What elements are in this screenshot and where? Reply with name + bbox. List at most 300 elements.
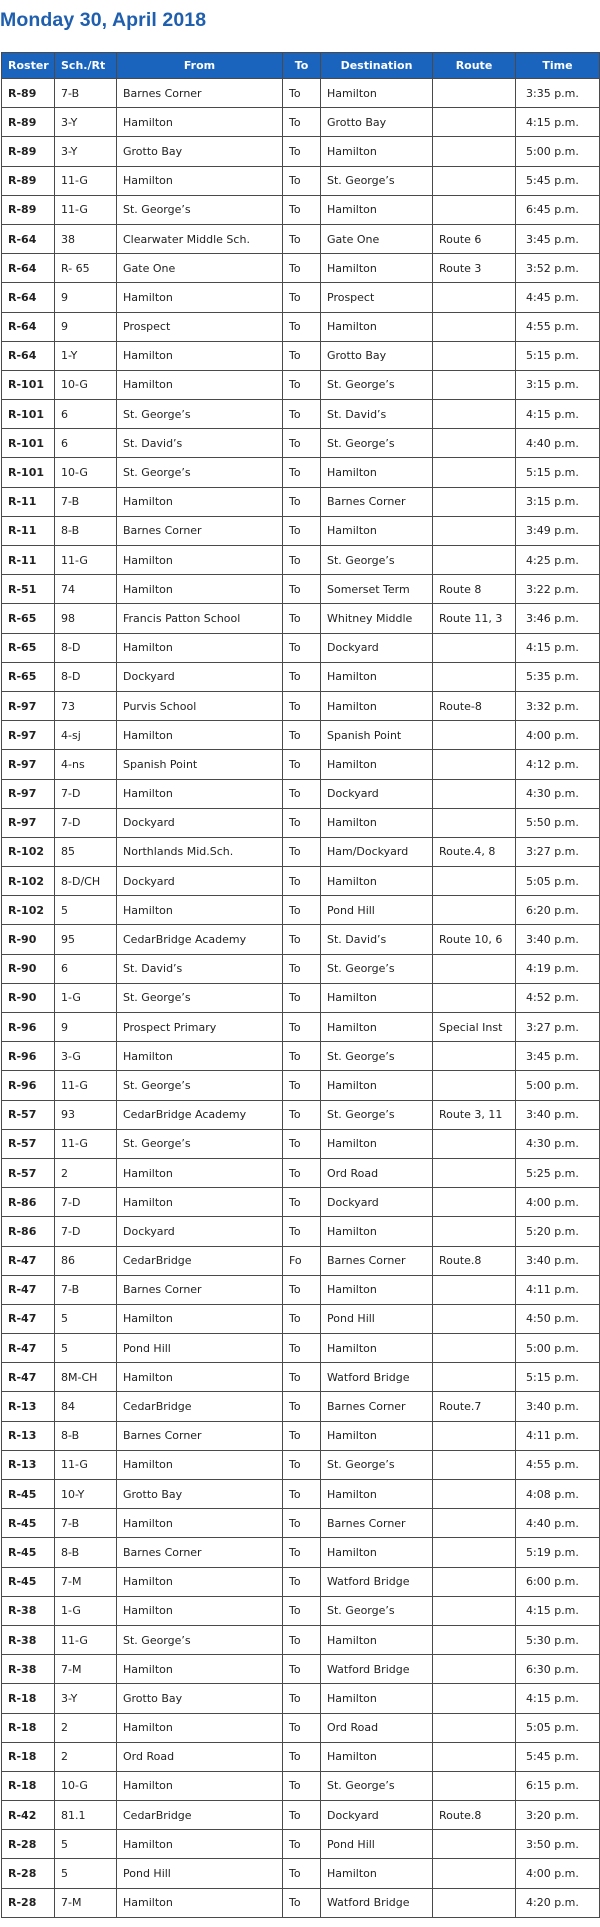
from-cell: Barnes Corner	[117, 1421, 283, 1450]
destination-cell: Somerset Term	[321, 575, 433, 604]
to-cell: To	[283, 312, 321, 341]
to-cell: To	[283, 1304, 321, 1333]
destination-cell: Hamilton	[321, 1859, 433, 1888]
destination-cell: St. David’s	[321, 925, 433, 954]
table-row	[2, 1567, 600, 1596]
destination-cell: Hamilton	[321, 691, 433, 720]
header-time: Time	[516, 53, 600, 79]
time-cell: 4:45 p.m.	[516, 283, 600, 312]
destination-cell: Hamilton	[321, 1625, 433, 1654]
roster-cell: R-102	[2, 896, 55, 925]
table-row	[2, 750, 600, 779]
roster-cell: R-18	[2, 1713, 55, 1742]
to-cell: To	[283, 691, 321, 720]
destination-cell: Ord Road	[321, 1713, 433, 1742]
table-row	[2, 1771, 600, 1800]
destination-cell: Hamilton	[321, 1742, 433, 1771]
route-cell	[433, 1538, 516, 1567]
to-cell: To	[283, 1275, 321, 1304]
to-cell: To	[283, 983, 321, 1012]
table-row	[2, 166, 600, 195]
table-header	[2, 53, 600, 79]
table-row	[2, 1188, 600, 1217]
route-cell	[433, 983, 516, 1012]
route-cell	[433, 1071, 516, 1100]
sch-rt-cell: 7-M	[55, 1567, 117, 1596]
destination-cell: Watford Bridge	[321, 1567, 433, 1596]
from-cell: Prospect	[117, 312, 283, 341]
table-row	[2, 1655, 600, 1684]
to-cell: To	[283, 721, 321, 750]
table-row	[2, 1713, 600, 1742]
route-cell	[433, 546, 516, 575]
to-cell: To	[283, 1363, 321, 1392]
route-cell	[433, 1625, 516, 1654]
table-row	[2, 1538, 600, 1567]
from-cell: St. George’s	[117, 983, 283, 1012]
route-cell: Route 3	[433, 254, 516, 283]
time-cell: 4:15 p.m.	[516, 400, 600, 429]
to-cell: To	[283, 1684, 321, 1713]
to-cell: To	[283, 1042, 321, 1071]
route-cell: Route.7	[433, 1392, 516, 1421]
to-cell: To	[283, 779, 321, 808]
destination-cell: St. George’s	[321, 1450, 433, 1479]
time-cell: 5:50 p.m.	[516, 808, 600, 837]
sch-rt-cell: 7-D	[55, 1217, 117, 1246]
time-cell: 3:40 p.m.	[516, 925, 600, 954]
route-cell: Route.8	[433, 1246, 516, 1275]
route-cell	[433, 1450, 516, 1479]
sch-rt-cell: 7-M	[55, 1655, 117, 1684]
route-cell	[433, 1334, 516, 1363]
table-row	[2, 633, 600, 662]
route-cell	[433, 1275, 516, 1304]
table-row	[2, 1509, 600, 1538]
from-cell: Hamilton	[117, 1158, 283, 1187]
to-cell: To	[283, 1217, 321, 1246]
roster-cell: R-47	[2, 1334, 55, 1363]
from-cell: Dockyard	[117, 808, 283, 837]
sch-rt-cell: 74	[55, 575, 117, 604]
sch-rt-cell: 2	[55, 1742, 117, 1771]
header-destination: Destination	[321, 53, 433, 79]
from-cell: Dockyard	[117, 1217, 283, 1246]
to-cell: Fo	[283, 1246, 321, 1275]
to-cell: To	[283, 1450, 321, 1479]
route-cell	[433, 1188, 516, 1217]
table-row	[2, 604, 600, 633]
roster-cell: R-13	[2, 1450, 55, 1479]
destination-cell: Hamilton	[321, 1275, 433, 1304]
roster-cell: R-38	[2, 1596, 55, 1625]
time-cell: 5:45 p.m.	[516, 166, 600, 195]
from-cell: Prospect Primary	[117, 1013, 283, 1042]
time-cell: 4:12 p.m.	[516, 750, 600, 779]
sch-rt-cell: 81.1	[55, 1801, 117, 1830]
time-cell: 4:00 p.m.	[516, 1188, 600, 1217]
route-cell	[433, 516, 516, 545]
sch-rt-cell: 3-Y	[55, 1684, 117, 1713]
route-cell	[433, 1859, 516, 1888]
table-row	[2, 341, 600, 370]
table-row	[2, 283, 600, 312]
to-cell: To	[283, 1655, 321, 1684]
roster-cell: R-45	[2, 1480, 55, 1509]
table-row	[2, 370, 600, 399]
table-row	[2, 867, 600, 896]
destination-cell: St. George’s	[321, 1596, 433, 1625]
table-row	[2, 1596, 600, 1625]
time-cell: 5:35 p.m.	[516, 662, 600, 691]
route-cell	[433, 429, 516, 458]
destination-cell: St. George’s	[321, 954, 433, 983]
route-cell: Route.8	[433, 1801, 516, 1830]
time-cell: 6:45 p.m.	[516, 195, 600, 224]
destination-cell: Barnes Corner	[321, 487, 433, 516]
from-cell: CedarBridge Academy	[117, 925, 283, 954]
roster-cell: R-57	[2, 1100, 55, 1129]
to-cell: To	[283, 458, 321, 487]
sch-rt-cell: 7-B	[55, 1275, 117, 1304]
to-cell: To	[283, 1421, 321, 1450]
destination-cell: Watford Bridge	[321, 1363, 433, 1392]
route-cell	[433, 779, 516, 808]
roster-cell: R-101	[2, 370, 55, 399]
route-cell	[433, 487, 516, 516]
table-row	[2, 1363, 600, 1392]
to-cell: To	[283, 633, 321, 662]
sch-rt-cell: 5	[55, 896, 117, 925]
from-cell: Pond Hill	[117, 1859, 283, 1888]
table-row	[2, 429, 600, 458]
from-cell: Hamilton	[117, 1713, 283, 1742]
table-row	[2, 1625, 600, 1654]
roster-cell: R-89	[2, 108, 55, 137]
from-cell: St. George’s	[117, 1129, 283, 1158]
time-cell: 4:19 p.m.	[516, 954, 600, 983]
header-from: From	[117, 53, 283, 79]
to-cell: To	[283, 546, 321, 575]
sch-rt-cell: 3-Y	[55, 108, 117, 137]
destination-cell: Pond Hill	[321, 1830, 433, 1859]
route-cell: Route 10, 6	[433, 925, 516, 954]
table-row	[2, 1100, 600, 1129]
roster-cell: R-51	[2, 575, 55, 604]
from-cell: Hamilton	[117, 1188, 283, 1217]
destination-cell: St. George’s	[321, 166, 433, 195]
destination-cell: Prospect	[321, 283, 433, 312]
destination-cell: St. George’s	[321, 429, 433, 458]
table-row	[2, 516, 600, 545]
route-cell: Route 6	[433, 224, 516, 253]
roster-cell: R-65	[2, 662, 55, 691]
destination-cell: Hamilton	[321, 312, 433, 341]
table-row	[2, 487, 600, 516]
from-cell: Clearwater Middle Sch.	[117, 224, 283, 253]
sch-rt-cell: R- 65	[55, 254, 117, 283]
to-cell: To	[283, 896, 321, 925]
destination-cell: Hamilton	[321, 1013, 433, 1042]
to-cell: To	[283, 662, 321, 691]
time-cell: 3:52 p.m.	[516, 254, 600, 283]
from-cell: Hamilton	[117, 1655, 283, 1684]
roster-cell: R-97	[2, 779, 55, 808]
sch-rt-cell: 5	[55, 1304, 117, 1333]
time-cell: 4:20 p.m.	[516, 1888, 600, 1917]
roster-cell: R-47	[2, 1304, 55, 1333]
roster-cell: R-13	[2, 1392, 55, 1421]
destination-cell: Hamilton	[321, 867, 433, 896]
from-cell: St. George’s	[117, 1071, 283, 1100]
to-cell: To	[283, 867, 321, 896]
sch-rt-cell: 11-G	[55, 1071, 117, 1100]
time-cell: 3:46 p.m.	[516, 604, 600, 633]
table-row	[2, 1042, 600, 1071]
roster-cell: R-65	[2, 633, 55, 662]
time-cell: 3:15 p.m.	[516, 487, 600, 516]
page-title: Monday 30, April 2018	[0, 9, 207, 31]
destination-cell: Hamilton	[321, 662, 433, 691]
time-cell: 4:15 p.m.	[516, 108, 600, 137]
destination-cell: Hamilton	[321, 1071, 433, 1100]
to-cell: To	[283, 516, 321, 545]
route-cell	[433, 1304, 516, 1333]
roster-cell: R-101	[2, 400, 55, 429]
table-row	[2, 1684, 600, 1713]
to-cell: To	[283, 1071, 321, 1100]
table-row	[2, 108, 600, 137]
from-cell: Purvis School	[117, 691, 283, 720]
roster-cell: R-101	[2, 458, 55, 487]
time-cell: 6:30 p.m.	[516, 1655, 600, 1684]
to-cell: To	[283, 224, 321, 253]
route-cell: Special Inst	[433, 1013, 516, 1042]
destination-cell: Hamilton	[321, 79, 433, 108]
sch-rt-cell: 6	[55, 400, 117, 429]
route-cell	[433, 283, 516, 312]
route-cell	[433, 79, 516, 108]
route-cell: Route-8	[433, 691, 516, 720]
table-row	[2, 1334, 600, 1363]
from-cell: Barnes Corner	[117, 79, 283, 108]
time-cell: 5:00 p.m.	[516, 1334, 600, 1363]
to-cell: To	[283, 1334, 321, 1363]
time-cell: 4:40 p.m.	[516, 429, 600, 458]
roster-cell: R-28	[2, 1859, 55, 1888]
sch-rt-cell: 11-G	[55, 1129, 117, 1158]
from-cell: Grotto Bay	[117, 137, 283, 166]
route-cell	[433, 370, 516, 399]
route-cell	[433, 1129, 516, 1158]
time-cell: 4:55 p.m.	[516, 1450, 600, 1479]
from-cell: St. George’s	[117, 1625, 283, 1654]
header-roster: Roster	[2, 53, 55, 79]
destination-cell: St. George’s	[321, 1100, 433, 1129]
to-cell: To	[283, 370, 321, 399]
route-cell	[433, 1742, 516, 1771]
sch-rt-cell: 5	[55, 1830, 117, 1859]
destination-cell: St. George’s	[321, 546, 433, 575]
destination-cell: Spanish Point	[321, 721, 433, 750]
roster-cell: R-18	[2, 1742, 55, 1771]
destination-cell: Hamilton	[321, 750, 433, 779]
sch-rt-cell: 8-D	[55, 633, 117, 662]
sch-rt-cell: 3-G	[55, 1042, 117, 1071]
sch-rt-cell: 7-D	[55, 1188, 117, 1217]
to-cell: To	[283, 137, 321, 166]
time-cell: 3:40 p.m.	[516, 1246, 600, 1275]
roster-cell: R-96	[2, 1042, 55, 1071]
time-cell: 4:11 p.m.	[516, 1275, 600, 1304]
to-cell: To	[283, 400, 321, 429]
route-cell	[433, 1596, 516, 1625]
route-cell	[433, 721, 516, 750]
sch-rt-cell: 9	[55, 283, 117, 312]
time-cell: 5:05 p.m.	[516, 867, 600, 896]
to-cell: To	[283, 283, 321, 312]
to-cell: To	[283, 1888, 321, 1917]
destination-cell: Hamilton	[321, 137, 433, 166]
time-cell: 5:05 p.m.	[516, 1713, 600, 1742]
to-cell: To	[283, 487, 321, 516]
destination-cell: Hamilton	[321, 195, 433, 224]
sch-rt-cell: 11-G	[55, 546, 117, 575]
table-row	[2, 254, 600, 283]
to-cell: To	[283, 954, 321, 983]
roster-cell: R-102	[2, 837, 55, 866]
table-row	[2, 1742, 600, 1771]
sch-rt-cell: 5	[55, 1334, 117, 1363]
from-cell: Pond Hill	[117, 1334, 283, 1363]
roster-cell: R-11	[2, 546, 55, 575]
destination-cell: Hamilton	[321, 1538, 433, 1567]
destination-cell: Ham/Dockyard	[321, 837, 433, 866]
from-cell: Hamilton	[117, 108, 283, 137]
from-cell: Hamilton	[117, 487, 283, 516]
table-row	[2, 224, 600, 253]
time-cell: 5:30 p.m.	[516, 1625, 600, 1654]
time-cell: 5:15 p.m.	[516, 458, 600, 487]
roster-cell: R-97	[2, 721, 55, 750]
roster-cell: R-102	[2, 867, 55, 896]
roster-cell: R-57	[2, 1158, 55, 1187]
table-row	[2, 195, 600, 224]
time-cell: 4:40 p.m.	[516, 1509, 600, 1538]
time-cell: 4:30 p.m.	[516, 1129, 600, 1158]
to-cell: To	[283, 1509, 321, 1538]
sch-rt-cell: 7-B	[55, 487, 117, 516]
from-cell: Hamilton	[117, 1888, 283, 1917]
from-cell: St. George’s	[117, 458, 283, 487]
from-cell: Spanish Point	[117, 750, 283, 779]
to-cell: To	[283, 166, 321, 195]
sch-rt-cell: 98	[55, 604, 117, 633]
time-cell: 3:49 p.m.	[516, 516, 600, 545]
to-cell: To	[283, 1158, 321, 1187]
destination-cell: Dockyard	[321, 779, 433, 808]
from-cell: Grotto Bay	[117, 1480, 283, 1509]
destination-cell: Hamilton	[321, 1480, 433, 1509]
destination-cell: Pond Hill	[321, 896, 433, 925]
destination-cell: Gate One	[321, 224, 433, 253]
table-row	[2, 1801, 600, 1830]
sch-rt-cell: 7-B	[55, 1509, 117, 1538]
time-cell: 5:19 p.m.	[516, 1538, 600, 1567]
sch-rt-cell: 84	[55, 1392, 117, 1421]
roster-cell: R-47	[2, 1363, 55, 1392]
to-cell: To	[283, 79, 321, 108]
destination-cell: Dockyard	[321, 1801, 433, 1830]
destination-cell: Hamilton	[321, 458, 433, 487]
route-cell	[433, 954, 516, 983]
sch-rt-cell: 6	[55, 954, 117, 983]
route-cell	[433, 1158, 516, 1187]
table-row	[2, 1480, 600, 1509]
destination-cell: Hamilton	[321, 808, 433, 837]
sch-rt-cell: 10-G	[55, 458, 117, 487]
time-cell: 3:22 p.m.	[516, 575, 600, 604]
table-row	[2, 312, 600, 341]
time-cell: 3:45 p.m.	[516, 1042, 600, 1071]
from-cell: Northlands Mid.Sch.	[117, 837, 283, 866]
table-row	[2, 691, 600, 720]
route-cell	[433, 1421, 516, 1450]
sch-rt-cell: 10-G	[55, 370, 117, 399]
from-cell: Hamilton	[117, 575, 283, 604]
sch-rt-cell: 1-G	[55, 983, 117, 1012]
table-row	[2, 1830, 600, 1859]
roster-cell: R-38	[2, 1625, 55, 1654]
table-row	[2, 1392, 600, 1421]
time-cell: 4:11 p.m.	[516, 1421, 600, 1450]
from-cell: St. David’s	[117, 954, 283, 983]
time-cell: 5:45 p.m.	[516, 1742, 600, 1771]
roster-cell: R-28	[2, 1830, 55, 1859]
sch-rt-cell: 86	[55, 1246, 117, 1275]
destination-cell: St. David’s	[321, 400, 433, 429]
to-cell: To	[283, 1129, 321, 1158]
sch-rt-cell: 93	[55, 1100, 117, 1129]
time-cell: 4:55 p.m.	[516, 312, 600, 341]
table-row	[2, 79, 600, 108]
destination-cell: Hamilton	[321, 516, 433, 545]
route-cell	[433, 1363, 516, 1392]
route-cell	[433, 1830, 516, 1859]
table-body	[2, 79, 600, 1918]
time-cell: 4:30 p.m.	[516, 779, 600, 808]
to-cell: To	[283, 1625, 321, 1654]
sch-rt-cell: 7-B	[55, 79, 117, 108]
route-cell	[433, 137, 516, 166]
to-cell: To	[283, 1538, 321, 1567]
time-cell: 3:15 p.m.	[516, 370, 600, 399]
to-cell: To	[283, 1801, 321, 1830]
roster-cell: R-89	[2, 195, 55, 224]
to-cell: To	[283, 750, 321, 779]
table-row	[2, 458, 600, 487]
to-cell: To	[283, 1771, 321, 1800]
table-row	[2, 662, 600, 691]
from-cell: Hamilton	[117, 721, 283, 750]
table-row	[2, 1888, 600, 1917]
from-cell: Hamilton	[117, 633, 283, 662]
from-cell: CedarBridge Academy	[117, 1100, 283, 1129]
from-cell: Hamilton	[117, 370, 283, 399]
to-cell: To	[283, 604, 321, 633]
table-row	[2, 1013, 600, 1042]
destination-cell: Pond Hill	[321, 1304, 433, 1333]
